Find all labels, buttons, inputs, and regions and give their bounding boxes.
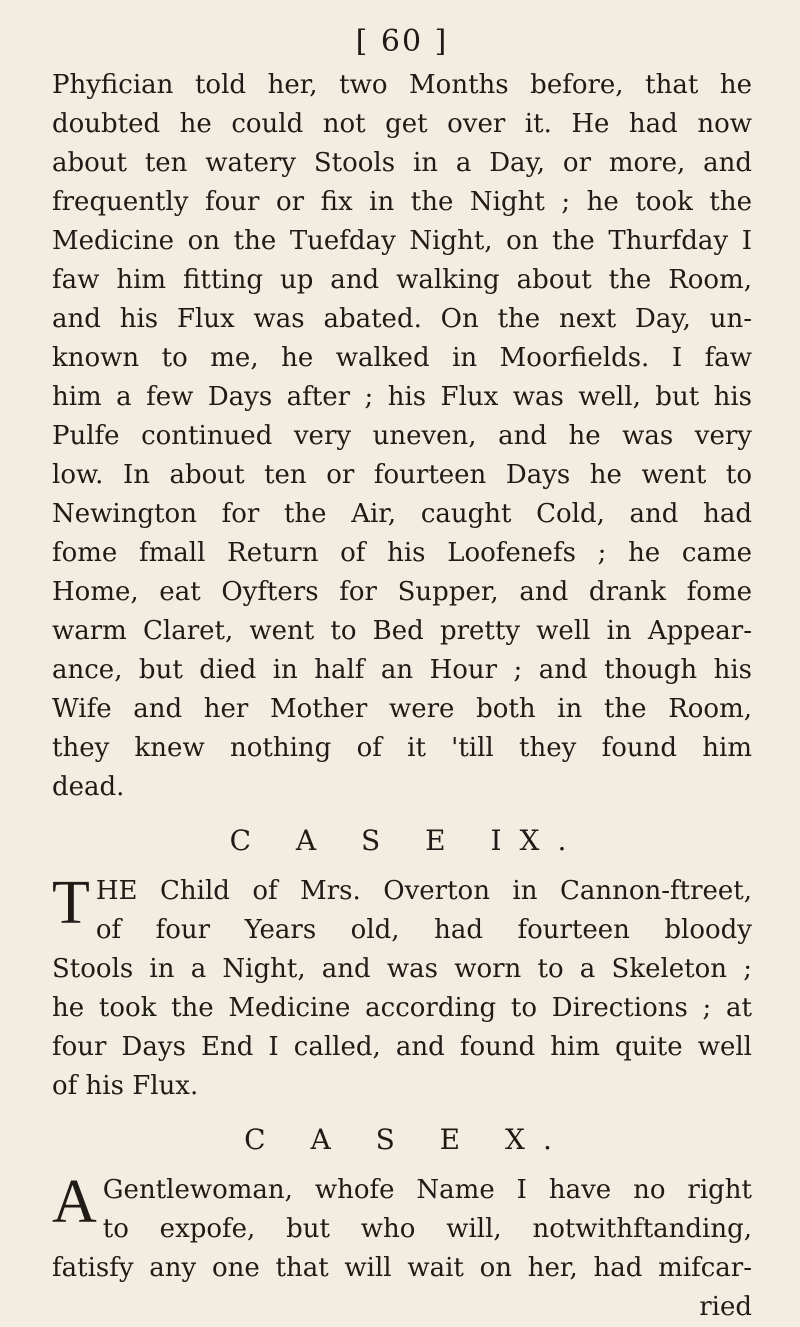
text-line: fatisfy any one that will wait on her, had mifcar- (52, 1253, 752, 1283)
text-line: frequently four or fix in the Night ; he took the (52, 187, 752, 217)
text-line: Gentlewoman, whofe Name I have no right (102, 1175, 752, 1205)
text-line: of his Flux. (52, 1071, 199, 1101)
text-line: ance, but died in half an Hour ; and though his (52, 655, 752, 685)
paragraph-case-10 (52, 1171, 752, 1327)
text-line: about ten watery Stools in a Day, or more, and (52, 148, 752, 178)
text-line: known to me, he walked in Moorfields. I faw (52, 343, 752, 373)
text-line: dead. (52, 772, 125, 802)
text-line: Pulfe continued very uneven, and he was very (52, 421, 752, 451)
text-line: doubted he could not get over it. He had now (52, 109, 752, 139)
text-line: Phyfician told her, two Months before, that he (52, 70, 752, 100)
text-line: fome fmall Return of his Loofenefs ; he came (52, 538, 752, 568)
text-line: and his Flux was abated. On the next Day, un- (52, 304, 752, 334)
book-page (52, 24, 752, 1327)
text-line: they knew nothing of it 'till they found him (52, 733, 752, 763)
text-line: him a few Days after ; his Flux was well, but his (52, 382, 752, 412)
text-line: four Days End I called, and found him quite well (52, 1032, 752, 1062)
text-line: HE Child of Mrs. Overton in Cannon-ftreet, (95, 876, 752, 906)
case-9-heading: C A S E IX. (229, 824, 585, 857)
page-number: [ 60 ] (355, 24, 449, 59)
text-line: warm Claret, went to Bed pretty well in Appear- (52, 616, 752, 646)
drop-cap: A (52, 1171, 97, 1236)
text-line: faw him fitting up and walking about the Room, (52, 265, 752, 295)
catchword: ried (699, 1292, 752, 1322)
text-line: Home, eat Oyfters for Supper, and drank fome (52, 577, 752, 607)
paragraph-case-8-continuation (52, 66, 752, 807)
paragraph-case-9 (52, 872, 752, 1106)
text-line: to expofe, but who will, notwithftanding, (102, 1214, 752, 1244)
text-line: low. In about ten or fourteen Days he went to (52, 460, 752, 490)
text-line: Medicine on the Tuefday Night, on the Thurfday I (52, 226, 752, 256)
text-line: of four Years old, had fourteen bloody (95, 915, 752, 945)
text-line: Newington for the Air, caught Cold, and had (52, 499, 752, 529)
text-line: Stools in a Night, and was worn to a Skeleton ; (52, 954, 752, 984)
drop-cap: T (52, 872, 90, 937)
case-10-heading: C A S E X. (244, 1123, 570, 1156)
text-line: he took the Medicine according to Directions ; at (52, 993, 752, 1023)
text-line: Wife and her Mother were both in the Room, (52, 694, 752, 724)
